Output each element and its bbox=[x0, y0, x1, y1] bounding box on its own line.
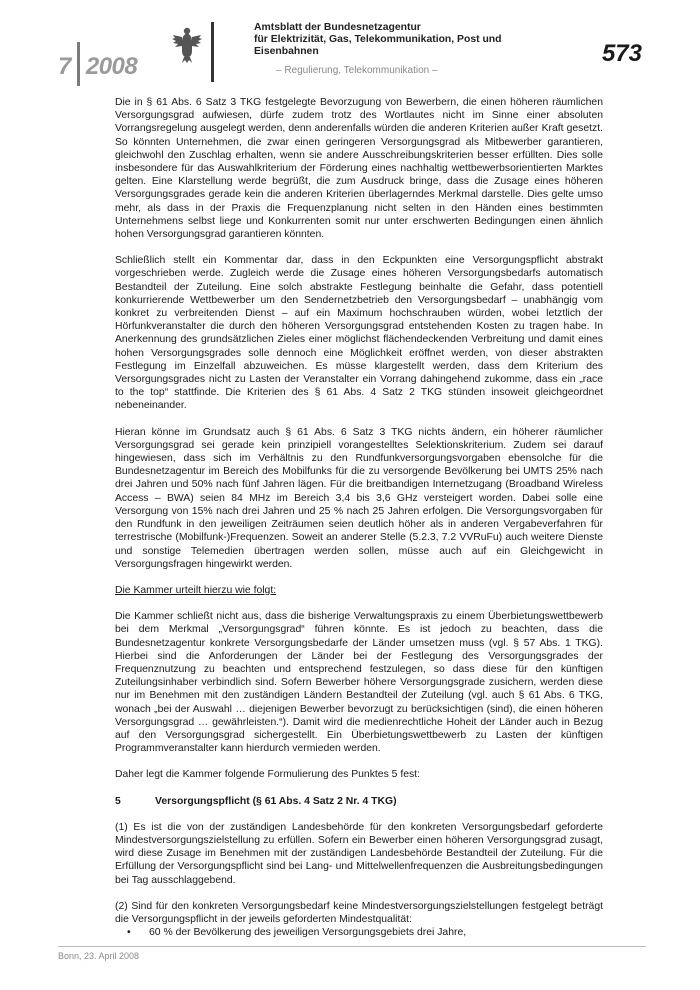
issue-year: 2008 bbox=[85, 53, 138, 80]
section-title: Versorgungspflicht (§ 61 Abs. 4 Satz 2 Nr. 4 TKG) bbox=[155, 795, 397, 807]
masthead-title-line1: Amtsblatt der Bundesnetzagentur bbox=[254, 22, 421, 33]
footer-rule bbox=[58, 946, 646, 947]
issue-divider bbox=[77, 42, 80, 86]
bullet-icon: • bbox=[127, 927, 131, 939]
section-number: 5 bbox=[115, 795, 121, 807]
paragraph: Die Kammer schließt nicht aus, dass die bisherige Verwaltungspraxis zu einem Überbietungswettbewerb bei dem Merkmal „Versorgungsgrad“ führen könnte. Es ist jedoch zu beachten, dass die Bundesnetzagentur konkrete Versorgungsbedarfe der Länder umsetzen muss (vgl. § 57 Abs. 1 TKG). Hierbei sind die Anforderungen der Länder bei der Festlegung des Versorgungsgrades der Frequenznutzung zu beachten und entsprechend festzulegen, so dass diese für den künftigen Zuteilungsinhaber verbindlich sind. Sofern Bewerber höhere Versorgungsgrade zusichern, werden diese nur im Benehmen mit den zuständigen Ländern Bestandteil der Zuteilung (vgl. auch § 61 Abs. 6 TKG, wonach „bei der Auswahl … diejenigen Bewerber bevorzugt zu berücksichtigen (sind), die einen höheren Versorgungsgrad … gewährleisten.“). Damit wird die medienrechtliche Hoheit der Länder auch in Bezug auf den Versorgungsgrad sichergestellt. Ein Überbietungswettbewerb zu Lasten der künftigen Programmveranstalter kann hierdurch vermieden werden. bbox=[115, 611, 603, 755]
paragraph: Hieran könne im Grundsatz auch § 61 Abs. 6 Satz 3 TKG nichts ändern, ein höherer räumlicher Versorgungsgrad sei gerade kein prinzipiell vorangestelltes Selektionskriterium. Zudem sei darauf hingewiesen, dass sich im Verhältnis zu den Rundfunkversorgungsvorgaben ebensolche für die Bundesnetzagentur im Bereich des Mobilfunks für die zu versorgende Bevölkerung bei UMTS 25% nach drei Jahren und 50% nach fünf Jahren lägen. Für die breitbandigen Internetzugang (Broadband Wireless Access – BWA) seien 84 MHz im Bereich 3,4 bis 3,6 GHz versteigert worden. Dabei solle eine Versorgung von 15% nach drei Jahren und 25 % nach 25 Jahren erfolgen. Die Versorgungsvorgaben für den Rundfunk in den jeweiligen Zeiträumen seien deutlich höher als in anderen Vergabeverfahren für terrestrische (Mobilfunk-)Frequenzen. Soweit an anderer Stelle (5.2.3, 7.2 VVRuFu) auch weitere Dienste und sonstige Telemedien übertragen werden sollen, müsse auch auf ein Gleichgewicht in Versorgungsfragen hingewirkt werden. bbox=[115, 426, 603, 570]
paragraph: Die in § 61 Abs. 6 Satz 3 TKG festgelegte Bevorzugung von Bewerbern, die einen höheren räumlichen Versorgungsgrad aufwiesen, dürfe zudem trotz des Wortlautes nicht im Sinne einer absoluten Vorrangsregelung ausgelegt werden, denn anderenfalls würden die anderen Kriterien außer Kraft gesetzt. So könnten Unternehmen, die zwar einen geringeren Versorgungsgrad als Mitbewerber garantieren, gleichwohl den Zuschlag erhalten, wenn sie andere Ausschreibungskriterien besser erfüllten. Dies solle insbesondere für das Auswahlkriterium der Förderung eines nachhaltig wettbewerbsorientierten Marktes gelten. Eine Klarstellung werde begrüßt, die zum Ausdruck bringe, dass die Zusage eines höheren Versorgungsgrades gerade kein die anderen Kriterien überlagerndes Merkmal darstelle. Dies gelte umso mehr, als dass in der Praxis die Frequenzplanung nicht selten in den Händen eines bestimmten Unternehmens selbst liege und Konkurrenten somit nur unter erschwerten Bedingungen einen ähnlich hohen Versorgungsgrad garantieren könnten. bbox=[115, 97, 603, 241]
page-number: 573 bbox=[601, 40, 642, 67]
masthead-section: – Regulierung, Telekommunikation – bbox=[276, 65, 438, 76]
footer-date: Bonn, 23. April 2008 bbox=[58, 951, 140, 961]
header-rule bbox=[211, 22, 214, 82]
masthead-title-line2: für Elektrizität, Gas, Telekommunikation, Post und Eisenbahnen bbox=[254, 34, 502, 57]
issue-label bbox=[58, 42, 137, 86]
kammer-heading: Die Kammer urteilt hierzu wie folgt: bbox=[115, 584, 277, 596]
paragraph: (2) Sind für den konkreten Versorgungsbedarf keine Mindestversorgungszielstellungen festgelegt beträgt die Versorgungspflicht in der jeweils geforderten Mindestqualität: bbox=[115, 900, 603, 925]
list-item bbox=[127, 926, 603, 939]
list-item-text: 60 % der Bevölkerung des jeweiligen Versorgungsgebiets drei Jahre, bbox=[149, 927, 467, 939]
issue-number: 7 bbox=[58, 53, 71, 80]
paragraph: Schließlich stellt ein Kommentar dar, dass in den Eckpunkten eine Versorgungspflicht abstrakt vorgeschrieben werde. Zugleich werde die Zusage eines höheren Versorgungsbedarfs automatisch Bestandteil der Zuteilung. Eine solch abstrakte Festlegung beinhalte die Gefahr, dass potentiell konkurrierende Wettbewerber um den Sendernetzbetrieb den Versorgungsbedarf – unabhängig vom konkret zu verbreitenden Dienst – auf ein Maximum hochschrauben würden, wobei letztlich der Hörfunkveranstalter die durch den höheren Versorgungsgrad entstehenden Kosten zu tragen habe. In Anerkennung des grundsätzlichen Zieles einer möglichst flächendeckenden Verbreitung und damit eines hohen Versorgungsgrades solle dennoch eine Möglichkeit eröffnet werden, von dieser abstrakten Festlegung im Einzelfall abzuweichen. Es müsse klargestellt werden, dass dem Kriterium des Versorgungsgrades nicht zu Lasten der Veranstalter ein Vorrang dahingehend zukomme, dass ein „race to the top“ stattfinde. Die Kriterien des § 61 Abs. 4 Satz 2 TKG stünden insoweit gleichgeordnet nebeneinander. bbox=[115, 255, 603, 412]
federal-eagle-icon bbox=[170, 24, 204, 64]
paragraph: Daher legt die Kammer folgende Formulierung des Punktes 5 fest: bbox=[115, 769, 420, 781]
section-heading bbox=[115, 795, 603, 808]
masthead bbox=[222, 22, 552, 78]
document-body bbox=[115, 96, 603, 939]
paragraph: (1) Es ist die von der zuständigen Landesbehörde für den konkreten Versorgungsbedarf geforderte Mindestversorgungszielstellung zu erfüllen. Sofern ein Bewerber einen höheren Versorgungsgrad zusagt, wird diese Zusage im Benehmen mit der zuständigen Landesbehörde Bestandteil der Zuteilung. Für die Erfüllung der Versorgungspflicht sind bei Lang- und Mittelwellenfrequenzen die Ausbreitungsbedingungen bei Tag ausschlaggebend. bbox=[115, 821, 603, 886]
